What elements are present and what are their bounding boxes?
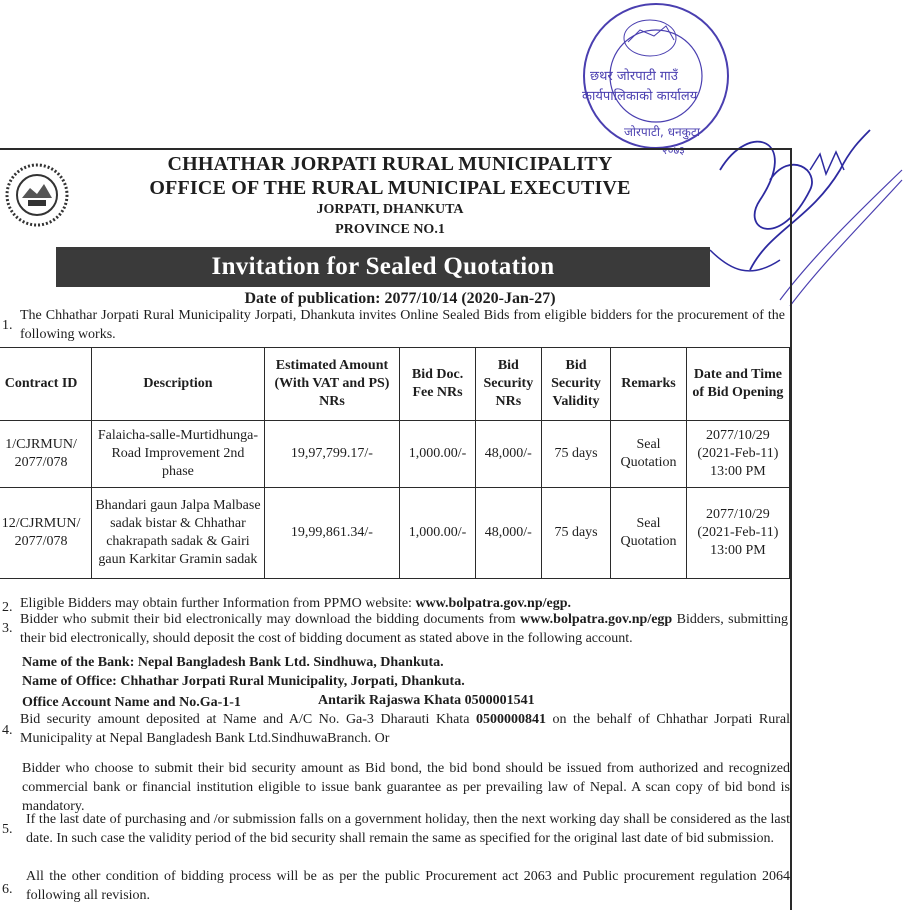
item-5-text: If the last date of purchasing and /or submission falls on a government holiday, then the next working day shall be considered as the last date. In such case the validity period of the bid security shall remain the same as specified for the original last date of bid submission.: [26, 812, 790, 846]
cell-estimated-amount: 19,99,861.34/-: [264, 488, 399, 579]
col-remarks: Remarks: [611, 348, 687, 421]
item-3-body-a: Bidder who submit their bid electronically may download the bidding documents from: [20, 612, 516, 627]
bid-table: [0, 347, 790, 579]
item-4-text: [20, 710, 790, 748]
item-5-number: 5.: [2, 822, 13, 837]
cell-validity: 75 days: [541, 421, 610, 488]
cell-description: Falaicha-salle-Murtidhunga-Road Improvement 2nd phase: [92, 421, 265, 488]
municipality-name: CHHATHAR JORPATI RURAL MUNICIPALITY: [167, 153, 613, 175]
account-value: Antarik Rajaswa Khata 0500001541: [318, 693, 535, 708]
cell-description: Bhandari gaun Jalpa Malbase sadak bistar & Chhathar chakrapath sadak & Gairi gaun Karkitar Gramin sadak: [92, 488, 265, 579]
col-bid-doc-fee: Bid Doc. Fee NRs: [400, 348, 476, 421]
item-6-text: All the other condition of bidding process will be as per the public Procurement act 2063 and Public procurement regulation 2064 following all revision.: [26, 869, 790, 903]
item-1-text: The Chhathar Jorpati Rural Municipality Jorpati, Dhankuta invites Online Sealed Bids from eligible bidders for the procurement of the following works.: [20, 308, 785, 342]
cell-validity: 75 days: [541, 488, 610, 579]
item-4-body-a: Bid security amount deposited at Name and A/C No. Ga-3 Dharauti Khata: [20, 712, 470, 727]
item-4-body-b: on the behalf of Chhathar Jorpati: [552, 712, 753, 727]
notice-title-banner: Invitation for Sealed Quotation: [56, 247, 710, 287]
stamp-line3: जोरपाटी, धनकुटा: [624, 125, 701, 139]
office-name: OFFICE OF THE RURAL MUNICIPAL EXECUTIVE: [149, 177, 631, 199]
col-bid-security: Bid Security NRs: [475, 348, 541, 421]
item-1-number: 1.: [2, 318, 13, 333]
cell-bid-opening: 2077/10/29 (2021-Feb-11) 13:00 PM: [686, 421, 789, 488]
item-2-number: 2.: [2, 600, 13, 615]
bolpatra-link[interactable]: www.bolpatra.gov.np/egp: [520, 612, 673, 627]
frame-top-border: [0, 148, 790, 150]
dharauti-account: 0500000841: [475, 712, 546, 727]
office-location: JORPATI, DHANKUTA: [316, 202, 464, 217]
item-3-number: 3.: [2, 621, 13, 636]
frame-right-border: [790, 148, 792, 910]
item-4-body-c: Rural Municipality at Nepal Bangladesh Bank Ltd.SindhuwaBranch. Or: [20, 712, 791, 746]
office-header: [80, 152, 700, 240]
item-4-bond-text: Bidder who choose to submit their bid security amount as Bid bond, the bid bond should be issued from authorized and recognized commercial bank or financial institution eligible to issue bank guarantee as per prevailing law of Nepal. A scan copy of bid bond is mandatory.: [22, 761, 790, 814]
cell-bid-security: 48,000/-: [475, 421, 541, 488]
stamp-line1: छथर जोरपाटी गाउँ: [590, 69, 678, 84]
item-4-number: 4.: [2, 723, 13, 738]
cell-bid-doc-fee: 1,000.00/-: [400, 488, 476, 579]
cell-contract-id: 1/CJRMUN/ 2077/078: [0, 421, 92, 488]
cell-remarks: Seal Quotation: [611, 488, 687, 579]
office-name-line: Name of Office: Chhathar Jorpati Rural Municipality, Jorpati, Dhankuta.: [22, 674, 465, 689]
col-bid-security-validity: Bid Security Validity: [541, 348, 610, 421]
item-2-body: Eligible Bidders may obtain further Information from PPMO website:: [20, 596, 412, 611]
cell-contract-id: 12/CJRMUN/ 2077/078: [0, 488, 92, 579]
stamp-line4: २०७३: [662, 144, 685, 157]
municipality-logo: [4, 162, 70, 228]
item-3-body-b: Bidders,: [676, 612, 724, 627]
cell-bid-doc-fee: 1,000.00/-: [400, 421, 476, 488]
item-3-text: [20, 610, 788, 648]
col-estimated-amount: Estimated Amount (With VAT and PS) NRs: [264, 348, 399, 421]
col-bid-opening: Date and Time of Bid Opening: [686, 348, 789, 421]
ppmo-link[interactable]: www.bolpatra.gov.np/egp.: [415, 596, 572, 611]
col-contract-id: Contract ID: [0, 348, 92, 421]
table-row: [0, 488, 790, 579]
col-description: Description: [92, 348, 265, 421]
cell-remarks: Seal Quotation: [611, 421, 687, 488]
table-row: [0, 421, 790, 488]
signature-mark: [690, 110, 904, 310]
bank-name: Name of the Bank: Nepal Bangladesh Bank Ltd. Sindhuwa, Dhankuta.: [22, 655, 444, 670]
cell-estimated-amount: 19,97,799.17/-: [264, 421, 399, 488]
cell-bid-opening: 2077/10/29 (2021-Feb-11) 13:00 PM: [686, 488, 789, 579]
publication-date: Date of publication: 2077/10/14 (2020-Jan-27): [244, 290, 556, 307]
table-header-row: [0, 348, 790, 421]
province: PROVINCE NO.1: [335, 222, 445, 237]
account-label: Office Account Name and No.Ga-1-1: [22, 695, 241, 710]
item-6-number: 6.: [2, 882, 13, 897]
item-3-body-c: submitting their bid electronically, should deposit the cost of bidding document as stated above in the following account.: [20, 612, 789, 646]
stamp-line2: कार्यपालिकाको कार्यालय: [582, 89, 698, 104]
cell-bid-security: 48,000/-: [475, 488, 541, 579]
